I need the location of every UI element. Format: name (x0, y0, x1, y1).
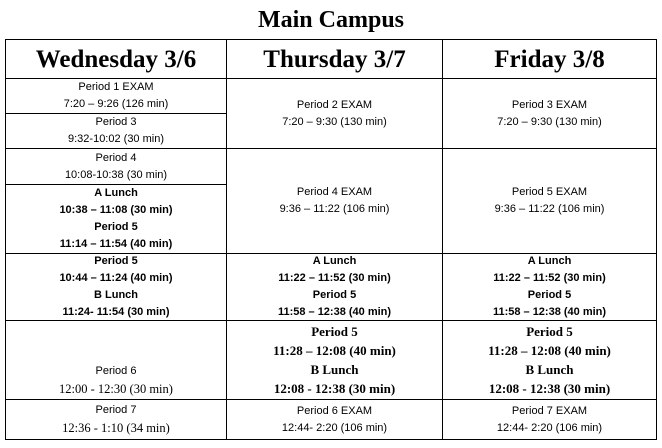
cell-time: 11:58 – 12:38 (40 min) (277, 306, 392, 318)
cell-time: 10:44 – 11:24 (40 min) (59, 272, 173, 284)
cell-label: Period 5 EXAM (511, 186, 588, 198)
cell-label: Period 3 EXAM (511, 98, 588, 111)
fri-a-lunch-block (443, 254, 656, 320)
wed-period-6 (6, 321, 226, 399)
wed-period-1-exam (6, 79, 226, 113)
cell-label: Period 7 (95, 403, 137, 416)
cell-time: 11:58 – 12:38 (40 min) (492, 306, 607, 318)
cell-time: 11:22 – 11:52 (30 min) (278, 272, 391, 284)
cell-label: A Lunch (312, 255, 357, 267)
cell-time: 11:24- 11:54 (30 min) (62, 306, 170, 318)
cell-label: Period 6 (95, 365, 137, 377)
cell-time: 11:28 – 12:08 (40 min) (273, 343, 396, 358)
cell-label: Period 6 EXAM (296, 404, 373, 417)
cell-label: Period 4 EXAM (296, 186, 373, 198)
cell-time: 7:20 – 9:30 (130 min) (282, 115, 387, 128)
fri-b-lunch-block (443, 321, 656, 399)
cell-label: Period 5 (94, 255, 138, 267)
cell-label: A Lunch (94, 187, 138, 199)
cell-label: Period 5 (527, 289, 572, 301)
fri-period-3-exam (443, 79, 656, 148)
cell-label: Period 3 (95, 116, 137, 128)
header-wednesday: Wednesday 3/6 (35, 45, 197, 73)
cell-time: 12:44- 2:20 (106 min) (281, 421, 388, 434)
cell-label: Period 5 (311, 324, 358, 339)
thu-period-4-exam (227, 149, 442, 253)
cell-time: 12:44- 2:20 (106 min) (496, 421, 603, 434)
cell-time: 11:22 – 11:52 (30 min) (493, 272, 606, 284)
cell-label: Period 2 EXAM (296, 98, 373, 111)
thu-a-lunch-block (227, 254, 442, 320)
wed-period-4 (6, 149, 226, 184)
cell-time: 12:08 - 12:38 (30 min) (488, 381, 611, 396)
cell-time: 12:08 - 12:38 (30 min) (273, 381, 396, 396)
cell-time: 9:36 – 11:22 (106 min) (279, 203, 390, 215)
cell-time: 12:36 - 1:10 (34 min) (62, 420, 170, 435)
cell-time: 7:20 – 9:30 (130 min) (497, 115, 602, 128)
cell-label: Period 7 EXAM (511, 404, 588, 417)
page-title: Main Campus (257, 7, 405, 33)
cell-label: Period 1 EXAM (78, 81, 154, 93)
cell-label: Period 5 (526, 324, 573, 339)
fri-period-7-exam (443, 400, 656, 439)
cell-time: 12:00 - 12:30 (30 min) (59, 382, 173, 396)
cell-label: A Lunch (527, 255, 572, 267)
header-friday: Friday 3/8 (494, 45, 605, 73)
cell-label: Period 5 (312, 289, 357, 301)
cell-time: 11:14 – 11:54 (40 min) (59, 238, 173, 250)
cell-time: 9:32-10:02 (30 min) (68, 133, 164, 145)
wed-a-lunch-block (6, 185, 226, 253)
cell-label: Period 5 (94, 221, 138, 233)
cell-time: 9:36 – 11:22 (106 min) (494, 203, 605, 215)
fri-period-5-exam (443, 149, 656, 253)
cell-label: B Lunch (94, 289, 138, 301)
thu-period-6-exam (227, 400, 442, 439)
cell-time: 11:28 – 12:08 (40 min) (488, 343, 611, 358)
thu-period-2-exam (227, 79, 442, 148)
wed-period-7 (6, 400, 226, 439)
header-thursday: Thursday 3/7 (263, 45, 406, 73)
cell-label: B Lunch (310, 362, 359, 377)
wed-period-3 (6, 114, 226, 148)
cell-time: 10:08-10:38 (30 min) (64, 168, 168, 181)
cell-label: B Lunch (525, 362, 574, 377)
cell-time: 7:20 – 9:26 (126 min) (63, 98, 169, 110)
wed-b-lunch-block (6, 254, 226, 320)
schedule-table (5, 39, 657, 440)
cell-time: 10:38 – 11:08 (30 min) (59, 204, 173, 216)
thu-b-lunch-block (227, 321, 442, 399)
cell-label: Period 4 (95, 151, 137, 164)
